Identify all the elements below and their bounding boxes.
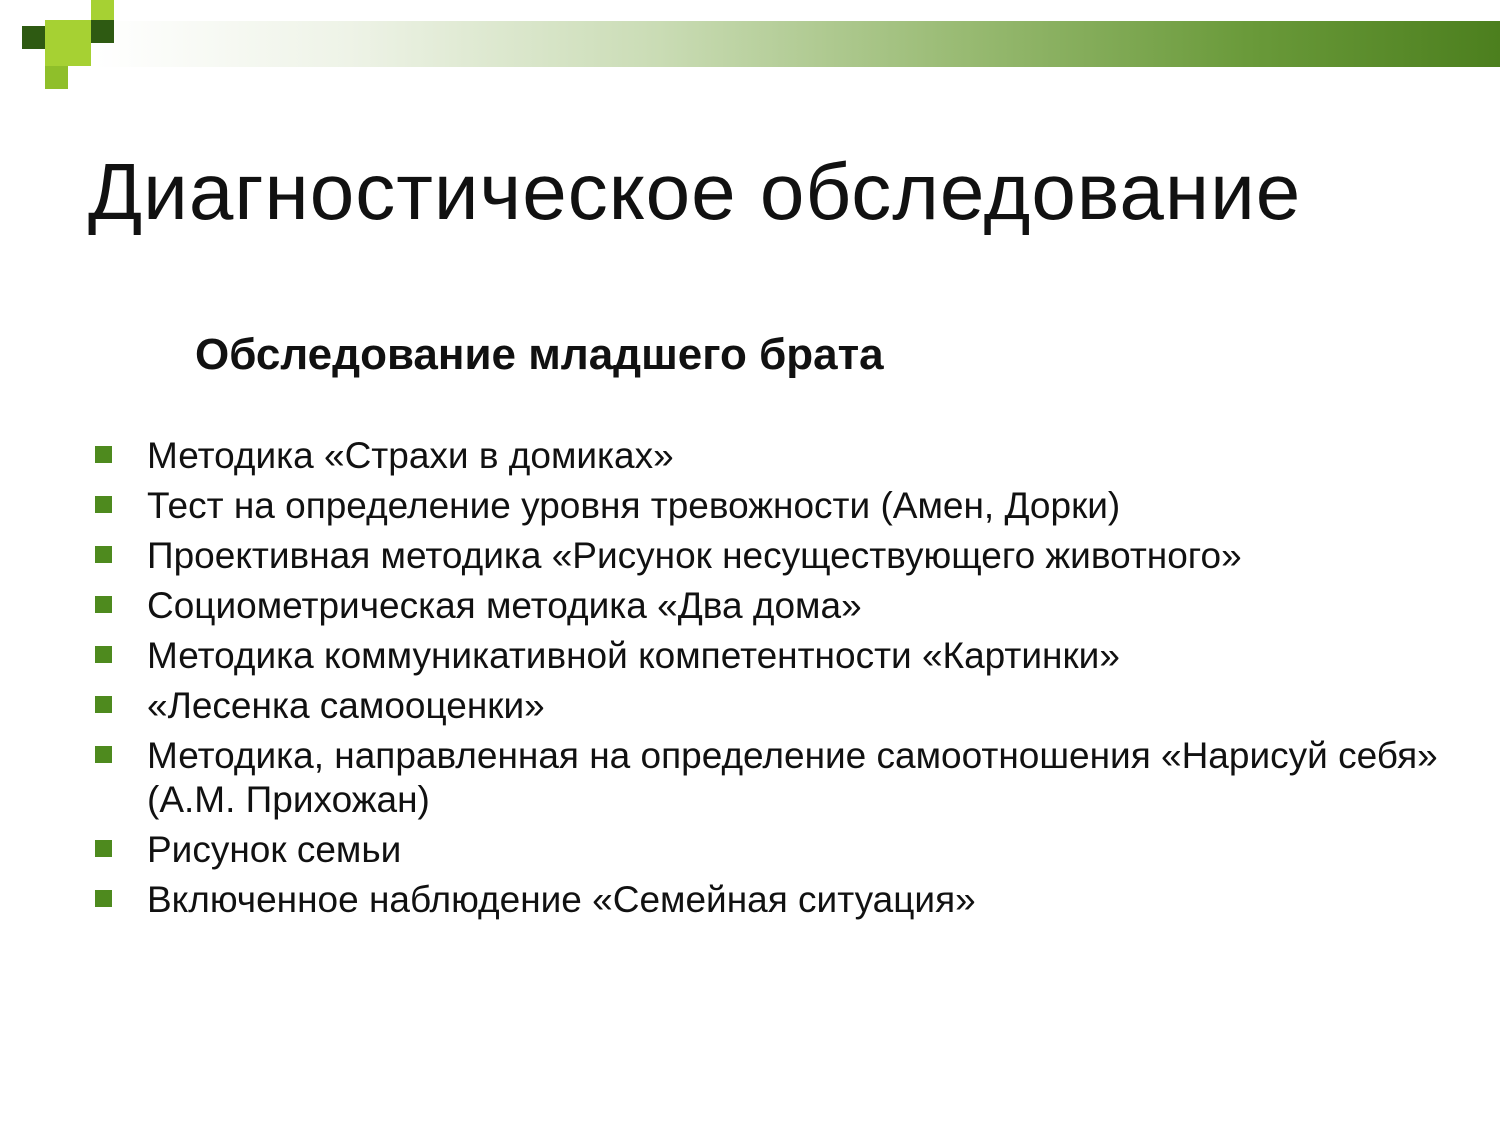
list-item-text: Рисунок семьи xyxy=(147,829,402,870)
square-bullet-icon xyxy=(95,646,112,663)
list-item-text: Социометрическая методика «Два дома» xyxy=(147,585,862,626)
square-bullet-icon xyxy=(95,696,112,713)
list-item-text: Включенное наблюдение «Семейная ситуация» xyxy=(147,879,976,920)
list-item xyxy=(95,534,1475,578)
square-bullet-icon xyxy=(95,546,112,563)
slide-title: Диагностическое обследование xyxy=(88,147,1302,236)
list-item xyxy=(95,434,1475,478)
square-bullet-icon xyxy=(95,840,112,857)
square-bullet-icon xyxy=(95,746,112,763)
list-item xyxy=(95,734,1475,822)
list-item-text: Методика, направленная на определение самоотношения «Нарисуй себя» (А.М. Прихожан) xyxy=(147,735,1438,820)
list-item xyxy=(95,584,1475,628)
slide-subtitle: Обследование младшего брата xyxy=(195,330,884,379)
list-item-text: Проективная методика «Рисунок несуществующего животного» xyxy=(147,535,1242,576)
list-item xyxy=(95,828,1475,872)
square-bullet-icon xyxy=(95,446,112,463)
methods-list xyxy=(95,434,1475,928)
header-gradient-bar xyxy=(95,21,1500,67)
list-item-text: Методика «Страхи в домиках» xyxy=(147,435,674,476)
square-bullet-icon xyxy=(95,890,112,907)
square-bullet-icon xyxy=(95,496,112,513)
list-item-text: Методика коммуникативной компетентности «Картинки» xyxy=(147,635,1120,676)
list-item xyxy=(95,484,1475,528)
list-item xyxy=(95,878,1475,922)
square-bullet-icon xyxy=(95,596,112,613)
list-item-text: «Лесенка самооценки» xyxy=(147,685,545,726)
list-item xyxy=(95,684,1475,728)
list-item-text: Тест на определение уровня тревожности (Амен, Дорки) xyxy=(147,485,1121,526)
list-item xyxy=(95,634,1475,678)
checkmark-squares-logo xyxy=(0,0,120,95)
